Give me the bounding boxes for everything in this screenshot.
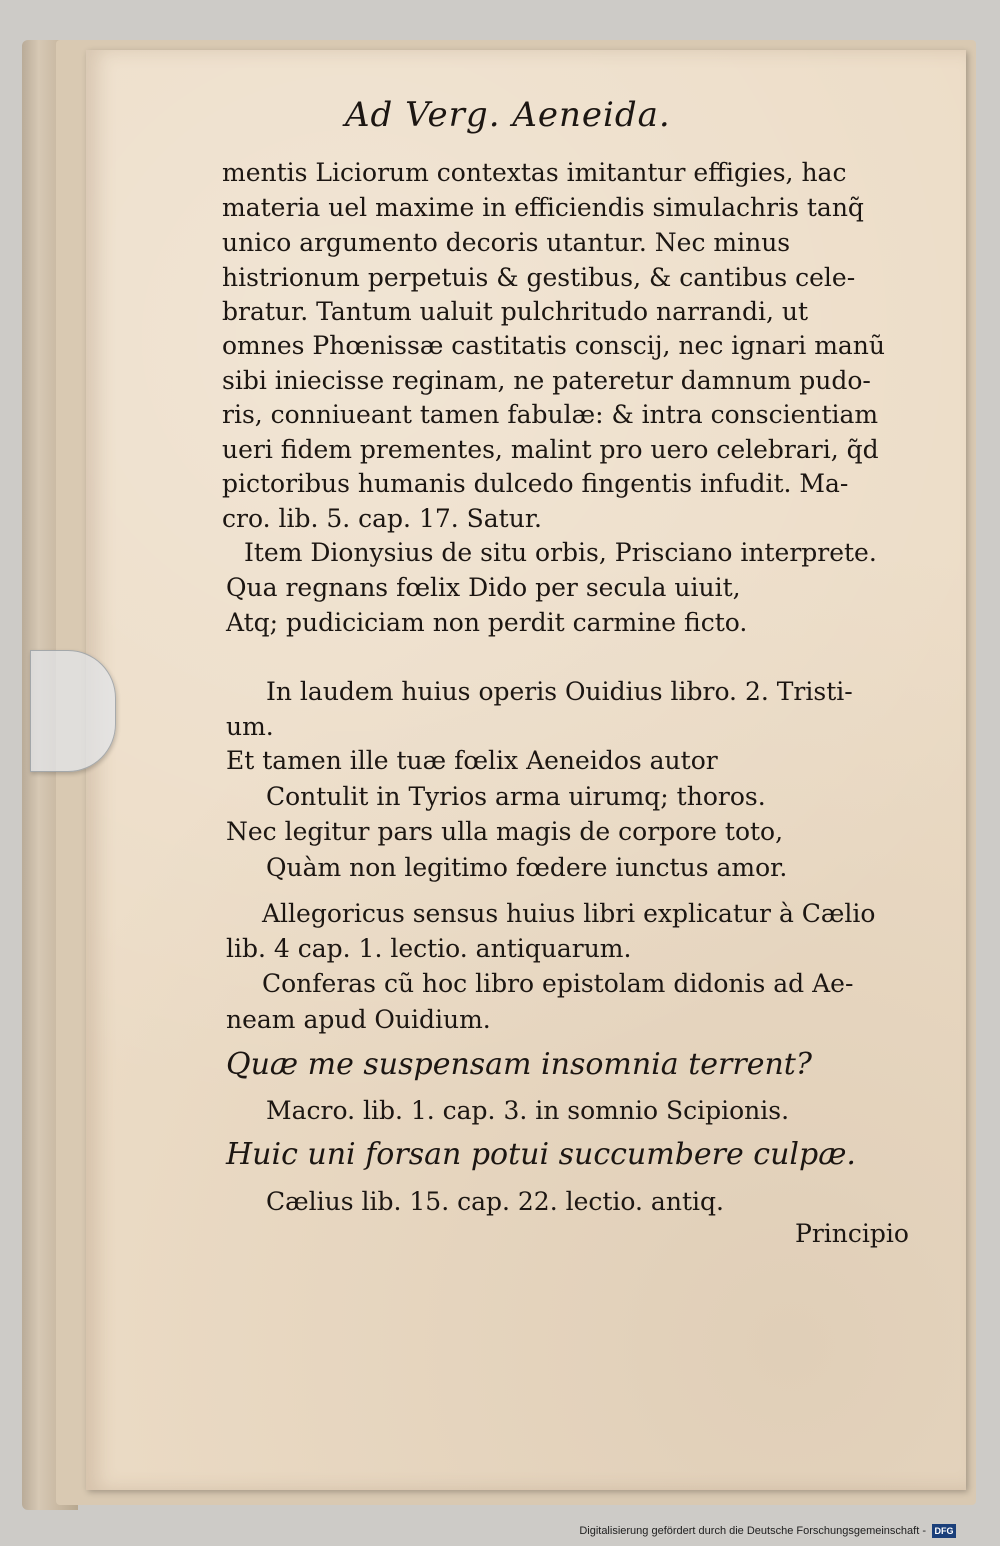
page-clip	[30, 650, 116, 772]
text-line: histrionum perpetuis & gestibus, & cantibus cele-	[222, 263, 856, 292]
running-header: Ad Verg. Aeneida.	[345, 95, 671, 135]
text-line: In laudem huius operis Ouidius libro. 2. Tristi-	[266, 677, 853, 706]
dfg-logo-icon: DFG	[932, 1524, 956, 1538]
text-line: pictoribus humanis dulcedo fingentis infudit. Ma-	[222, 469, 849, 498]
text-line: Quàm non legitimo fœdere iunctus amor.	[266, 853, 788, 882]
digitization-footer	[579, 1524, 956, 1538]
text-line: um.	[226, 712, 274, 741]
text-line: Item Dionysius de situ orbis, Prisciano interprete.	[244, 538, 877, 567]
text-line: unico argumento decoris utantur. Nec minus	[222, 228, 791, 257]
text-line: lib. 4 cap. 1. lectio. antiquarum.	[226, 934, 632, 963]
text-line: Qua regnans fœlix Dido per secula uiuit,	[226, 573, 741, 602]
text-line: ris, conniueant tamen fabulæ: & intra conscientiam	[222, 400, 879, 429]
verse-line: Huic uni forsan potui succumbere culpæ.	[226, 1137, 856, 1172]
text-line: materia uel maxime in efficiendis simulachris tanq̃	[222, 193, 864, 222]
text-line: sibi iniecisse reginam, ne pateretur damnum pudo-	[222, 366, 871, 395]
verse-line: Quæ me suspensam insomnia terrent?	[226, 1047, 812, 1082]
text-line: Atq; pudiciciam non perdit carmine ficto.	[226, 608, 748, 637]
text-line: Macro. lib. 1. cap. 3. in somnio Scipionis.	[266, 1096, 790, 1125]
text-line: bratur. Tantum ualuit pulchritudo narrandi, ut	[222, 297, 808, 326]
footer-text: Digitalisierung gefördert durch die Deutsche Forschungsgemeinschaft -	[579, 1525, 926, 1537]
text-line: ueri fidem prementes, malint pro uero celebrari, q̃d	[222, 435, 879, 464]
text-line: omnes Phœnissæ castitatis conscij, nec ignari manũ	[222, 331, 886, 360]
text-line: Et tamen ille tuæ fœlix Aeneidos autor	[226, 746, 718, 775]
catchword: Principio	[795, 1219, 909, 1248]
text-line: Cælius lib. 15. cap. 22. lectio. antiq.	[266, 1187, 724, 1216]
text-line: Nec legitur pars ulla magis de corpore toto,	[226, 817, 784, 846]
text-line: Contulit in Tyrios arma uirumq; thoros.	[266, 782, 766, 811]
text-line: cro. lib. 5. cap. 17. Satur.	[222, 504, 542, 533]
text-line: neam apud Ouidium.	[226, 1005, 491, 1034]
text-line: Allegoricus sensus huius libri explicatur à Cælio	[262, 899, 876, 928]
text-line: Conferas cũ hoc libro epistolam didonis ad Ae-	[262, 969, 854, 998]
text-line: mentis Liciorum contextas imitantur effigies, hac	[222, 158, 847, 187]
